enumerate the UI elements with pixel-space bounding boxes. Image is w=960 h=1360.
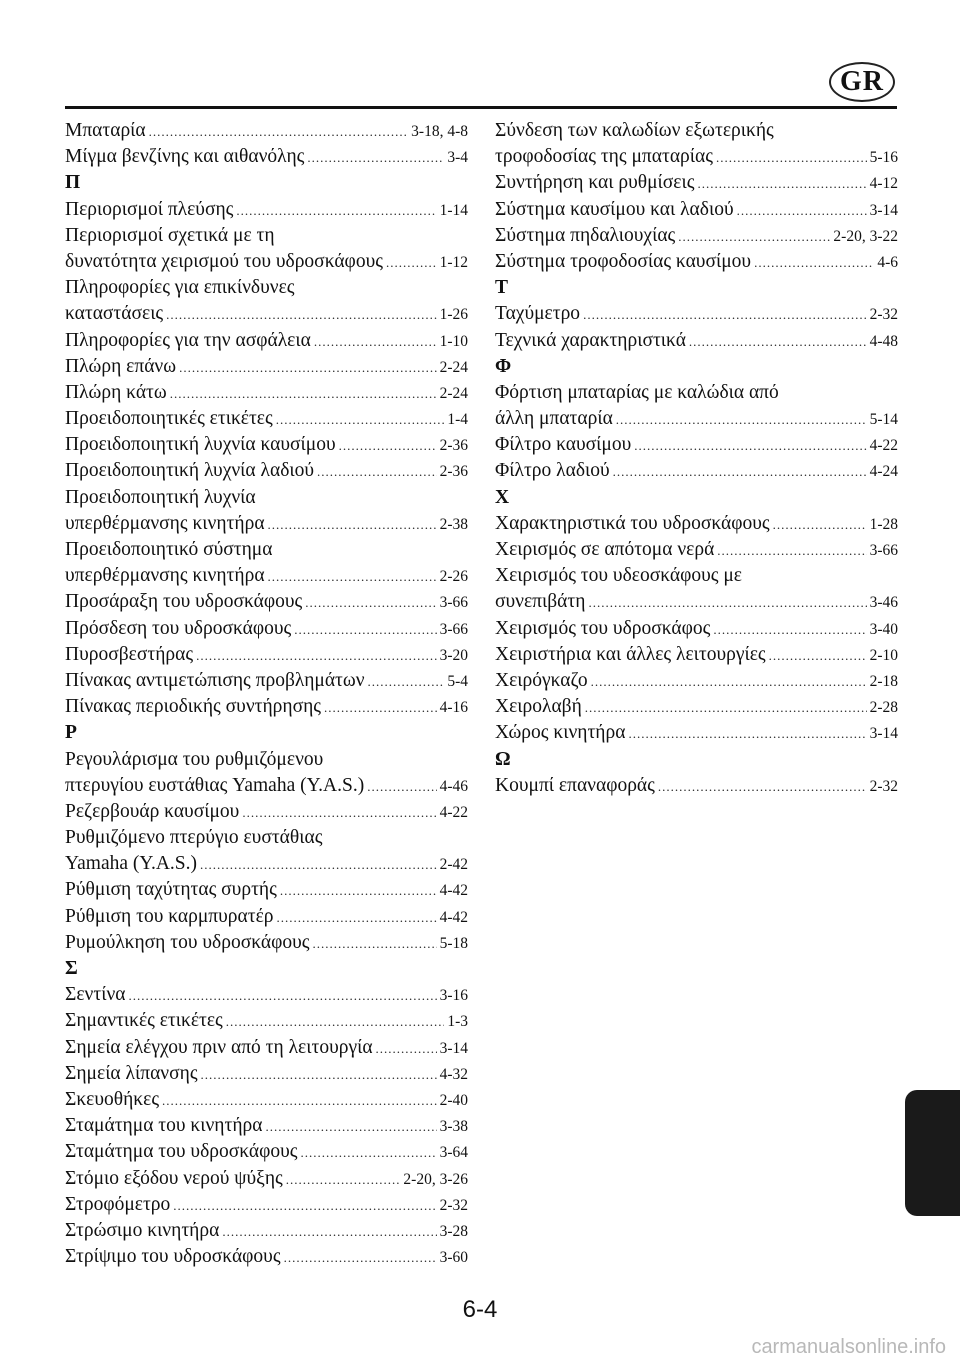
page-number: 6-4: [462, 1296, 498, 1323]
index-entry: [65, 1166, 468, 1192]
index-entry-text: Τεχνικά χαρακτηριστικά: [495, 329, 686, 351]
dot-leader: [317, 459, 437, 485]
index-entry-page: 5-16: [869, 149, 898, 167]
dot-leader: [717, 538, 866, 564]
index-letter: Ω: [495, 748, 511, 770]
index-entry: [65, 223, 468, 249]
index-entry-page: 2-42: [439, 856, 468, 874]
dot-leader: [324, 695, 437, 721]
index-entry-page: 5-14: [869, 411, 898, 429]
index-entry-text: Συντήρηση και ρυθμίσεις: [495, 172, 695, 194]
dot-leader: [616, 407, 867, 433]
dot-leader: [268, 512, 437, 538]
index-entry-page: 3-14: [869, 725, 898, 743]
index-entry: [65, 1244, 468, 1270]
dot-leader: [689, 329, 867, 355]
index-entry: [495, 328, 898, 354]
index-entry: [65, 249, 468, 275]
dot-leader: [242, 800, 436, 826]
index-entry-text: Χειρισμός σε απότομα νερά: [495, 539, 715, 560]
index-entry-text: Ρυμούλκηση του υδροσκάφους: [65, 931, 310, 953]
index-entry: [495, 249, 898, 275]
index-entry-text: Στόμιο εξόδου νερού ψύξης: [65, 1167, 283, 1189]
index-entry-page: 3-18, 4-8: [411, 123, 468, 140]
dot-leader: [226, 1009, 445, 1035]
index-entry-text: Στρώσιμο κινητήρα: [65, 1219, 220, 1241]
index-entry: [65, 799, 468, 825]
index-entry: [65, 432, 468, 458]
index-entry-page: 4-22: [869, 437, 898, 455]
index-entry-text: Χειριστήρια και άλλες λειτουργίες: [495, 643, 766, 665]
index-entry-text: Yamaha (Y.A.S.): [65, 853, 197, 875]
index-entry: [495, 197, 898, 223]
index-entry-page: 2-40: [439, 1091, 468, 1109]
index-letter: Φ: [495, 355, 512, 377]
dot-leader: [307, 145, 444, 171]
index-entry-page: 2-36: [439, 463, 468, 481]
index-entry-text: Προειδοποιητικές ετικέτες: [65, 408, 273, 430]
index-entry-page: 1-3: [447, 1013, 468, 1031]
index-entry-text: Χειρισμός του υδροσκάφος: [495, 617, 711, 639]
index-entry-text: Πίνακας αντιμετώπισης προβλημάτων: [65, 669, 365, 691]
index-letter-heading: [65, 170, 468, 196]
dot-leader: [769, 643, 867, 669]
watermark: carmanualsonline.info: [751, 1336, 946, 1358]
index-entry: [65, 275, 468, 301]
index-entry: [495, 642, 898, 668]
dot-leader: [236, 198, 436, 224]
index-entry-page: 3-40: [869, 620, 898, 638]
index-entry-page: 1-14: [439, 201, 468, 219]
index-entry: [65, 877, 468, 903]
dot-leader: [314, 329, 437, 355]
index-entry-page: 2-28: [869, 699, 898, 717]
index-entry-text: Ρύθμιση ταχύτητας συρτής: [65, 879, 277, 901]
index-entry: [65, 197, 468, 223]
index-entry-page: 3-20: [439, 646, 468, 664]
index-entry: [65, 589, 468, 615]
index-entry-text: Ρύθμιση του καρμπυρατέρ: [65, 905, 274, 927]
index-entry-page: 3-14: [869, 201, 898, 219]
index-entry-text: Σκευοθήκες: [65, 1088, 160, 1110]
index-entry: [65, 642, 468, 668]
index-entry-text: Πλώρη επάνω: [65, 355, 177, 377]
index-entry-page: 2-24: [439, 358, 468, 376]
index-entry-page: 2-24: [439, 384, 468, 402]
index-entry: [495, 720, 898, 746]
index-entry: [65, 616, 468, 642]
index-entry: [65, 118, 468, 144]
dot-leader: [376, 1036, 437, 1062]
index-entry-text: Σημαντικές ετικέτες: [65, 1010, 223, 1032]
dot-leader: [716, 145, 867, 171]
index-entry-page: 5-18: [439, 934, 468, 952]
chapter-tab: [905, 1090, 960, 1216]
index-entry-page: 4-16: [439, 699, 468, 717]
dot-leader: [166, 302, 436, 328]
index-entry-page: 3-66: [439, 594, 468, 612]
dot-leader: [697, 171, 866, 197]
index-letter-heading: [495, 485, 898, 511]
index-entry-text: άλλη μπαταρία: [495, 408, 613, 430]
index-entry-page: 2-20, 3-26: [403, 1170, 468, 1188]
index-entry: [65, 1139, 468, 1165]
index-entry-page: 3-4: [447, 149, 468, 167]
index-letter-heading: [495, 275, 898, 301]
index-entry-text: Πληροφορίες για την ασφάλεια: [65, 329, 311, 351]
index-entry-text: Χειρολαβή: [495, 696, 582, 718]
index-letter-heading: [495, 747, 898, 773]
index-entry-text: Πρόσδεση του υδροσκάφους: [65, 617, 292, 639]
dot-leader: [277, 905, 437, 931]
index-entry-text: Ρυθμιζόμενο πτερύγιο ευστάθιας: [65, 827, 323, 849]
index-letter: Π: [65, 172, 81, 194]
index-entry-page: 5-4: [447, 672, 468, 690]
index-entry-page: 4-24: [869, 463, 898, 481]
index-entry-page: 4-46: [439, 777, 468, 795]
dot-leader: [634, 433, 866, 459]
index-entry: [495, 616, 898, 642]
index-column-left: [65, 118, 468, 1270]
index-entry-text: Πυροσβεστήρας: [65, 643, 194, 665]
index-entry-text: Σύνδεση των καλωδίων εξωτερικής: [495, 120, 774, 141]
index-entry: [495, 563, 898, 589]
index-entry-page: 2-32: [439, 1196, 468, 1214]
index-entry-text: Στρίψιμο του υδροσκάφους: [65, 1246, 281, 1268]
dot-leader: [173, 1193, 436, 1219]
index-letter: Τ: [495, 277, 509, 299]
index-entry: [495, 380, 898, 406]
dot-leader: [678, 224, 830, 250]
index-entry-page: 2-32: [869, 306, 898, 324]
dot-leader: [170, 381, 437, 407]
index-entry-text: Προσάραξη του υδροσκάφους: [65, 591, 303, 613]
dot-leader: [367, 774, 436, 800]
index-entry-text: Προειδοποιητική λυχνία λαδιού: [65, 460, 315, 482]
index-entry: [495, 537, 898, 563]
index-entry-text: πτερυγίου ευστάθιας Yamaha (Y.A.S.): [65, 774, 365, 796]
index-entry: [495, 170, 898, 196]
index-entry-text: Ρεγουλάρισμα του ρυθμιζόμενου: [65, 748, 324, 770]
index-entry-page: 2-20, 3-22: [833, 227, 898, 245]
index-entry-text: Μίγμα βενζίνης και αιθανόλης: [65, 146, 305, 168]
index-letter-heading: [65, 720, 468, 746]
dot-leader: [773, 512, 867, 538]
index-entry-page: 4-42: [439, 882, 468, 900]
dot-leader: [196, 643, 437, 669]
index-entry-page: 2-32: [869, 777, 898, 795]
index-entry: [65, 1113, 468, 1139]
index-entry-text: Φόρτιση μπαταρίας με καλώδια από: [495, 381, 779, 403]
index-entry-text: Χαρακτηριστικά του υδροσκάφους: [495, 512, 770, 534]
dot-leader: [628, 721, 866, 747]
dot-leader: [613, 459, 867, 485]
index-entry-text: Ταχύμετρο: [495, 303, 581, 325]
index-entry: [65, 930, 468, 956]
index-entry: [65, 511, 468, 537]
index-entry-page: 1-12: [439, 253, 468, 271]
index-entry: [495, 406, 898, 432]
index-entry-text: Σύστημα πηδαλιουχίας: [495, 224, 676, 246]
dot-leader: [386, 250, 437, 276]
dot-leader: [591, 669, 867, 695]
index-entry: [65, 1087, 468, 1113]
index-entry-page: 2-38: [439, 515, 468, 533]
index-entry-page: 3-38: [439, 1118, 468, 1136]
index-entry-page: 2-10: [869, 646, 898, 664]
index-entry-page: 1-26: [439, 306, 468, 324]
index-column-right: [495, 118, 898, 799]
dot-leader: [305, 590, 436, 616]
index-entry-text: Περιορισμοί σχετικά με τη: [65, 224, 275, 246]
index-entry-page: 4-42: [439, 908, 468, 926]
dot-leader: [179, 355, 437, 381]
index-letter-heading: [65, 956, 468, 982]
index-entry-text: δυνατότητα χειρισμού του υδροσκάφους: [65, 250, 383, 272]
header-rule: [65, 106, 897, 109]
index-letter-heading: [495, 354, 898, 380]
index-entry: [495, 668, 898, 694]
dot-leader: [162, 1088, 437, 1114]
dot-leader: [268, 564, 437, 590]
dot-leader: [284, 1245, 437, 1271]
dot-leader: [754, 250, 874, 276]
index-entry-text: Περιορισμοί πλεύσης: [65, 198, 234, 220]
index-entry: [495, 694, 898, 720]
dot-leader: [658, 774, 867, 800]
index-entry: [495, 301, 898, 327]
index-entry: [65, 144, 468, 170]
index-entry-text: Πλώρη κάτω: [65, 381, 167, 403]
dot-leader: [339, 433, 437, 459]
index-entry-text: Σεντίνα: [65, 984, 126, 1006]
index-entry-text: Σύστημα τροφοδοσίας καυσίμου: [495, 250, 752, 272]
index-entry: [65, 982, 468, 1008]
index-entry-text: Σταμάτημα του κινητήρα: [65, 1115, 263, 1137]
index-entry-text: Σημεία ελέγχου πριν από τη λειτουργία: [65, 1036, 373, 1058]
index-entry-text: Πληροφορίες για επικίνδυνες: [65, 277, 295, 299]
index-entry-page: 3-14: [439, 1039, 468, 1057]
dot-leader: [312, 931, 436, 957]
index-entry-text: Σύστημα καυσίμου και λαδιού: [495, 198, 734, 220]
index-entry-text: Ρεζερβουάρ καυσίμου: [65, 800, 240, 822]
index-entry: [65, 904, 468, 930]
index-entry: [65, 563, 468, 589]
index-entry-page: 2-18: [869, 672, 898, 690]
index-entry: [65, 1035, 468, 1061]
dot-leader: [588, 590, 866, 616]
index-entry-page: 4-22: [439, 803, 468, 821]
dot-leader: [266, 1114, 437, 1140]
index-entry-text: Χειρισμός του υδεοσκάφους με: [495, 565, 742, 587]
index-entry: [65, 694, 468, 720]
index-entry: [65, 380, 468, 406]
index-entry: [65, 825, 468, 851]
index-entry-text: Κουμπί επαναφοράς: [495, 774, 655, 796]
index-entry-page: 1-10: [439, 332, 468, 350]
index-entry: [65, 354, 468, 380]
dot-leader: [368, 669, 445, 695]
index-entry-text: υπερθέρμανσης κινητήρα: [65, 565, 265, 587]
index-entry: [65, 537, 468, 563]
index-letter: Σ: [65, 958, 78, 979]
dot-leader: [294, 617, 436, 643]
index-entry: [495, 144, 898, 170]
dot-leader: [585, 695, 867, 721]
index-entry: [495, 773, 898, 799]
index-entry-text: Σταμάτημα του υδροσκάφους: [65, 1141, 298, 1163]
index-entry: [65, 1218, 468, 1244]
index-entry-text: Μπαταρία: [65, 120, 146, 141]
dot-leader: [713, 617, 866, 643]
index-entry: [65, 1008, 468, 1034]
index-entry: [65, 747, 468, 773]
index-entry: [495, 118, 898, 144]
index-entry-text: Σημεία λίπανσης: [65, 1062, 198, 1084]
index-entry: [495, 589, 898, 615]
index-entry: [495, 511, 898, 537]
index-entry-page: 2-36: [439, 437, 468, 455]
index-entry-page: 3-16: [439, 987, 468, 1005]
dot-leader: [276, 407, 445, 433]
index-entry-text: Πίνακας περιοδικής συντήρησης: [65, 696, 322, 718]
index-entry-page: 1-28: [869, 515, 898, 533]
index-entry: [65, 328, 468, 354]
index-entry-page: 1-4: [447, 411, 468, 429]
index-entry-text: Προειδοποιητική λυχνία καυσίμου: [65, 434, 336, 456]
dot-leader: [128, 983, 436, 1009]
index-entry-text: υπερθέρμανσης κινητήρα: [65, 512, 265, 534]
index-entry-text: Χώρος κινητήρα: [495, 722, 626, 744]
dot-leader: [149, 119, 409, 145]
index-entry-page: 4-12: [869, 175, 898, 193]
index-entry-text: Στροφόμετρο: [65, 1193, 171, 1215]
index-entry: [65, 1061, 468, 1087]
dot-leader: [201, 1062, 437, 1088]
index-entry: [495, 223, 898, 249]
dot-leader: [737, 198, 867, 224]
index-entry-text: Προειδοποιητικό σύστημα: [65, 539, 273, 560]
dot-leader: [222, 1219, 436, 1245]
index-entry-text: Χειρόγκαζο: [495, 669, 588, 691]
index-entry: [495, 432, 898, 458]
index-entry-text: Φίλτρο καυσίμου: [495, 434, 632, 456]
dot-leader: [301, 1140, 437, 1166]
index-entry: [65, 668, 468, 694]
index-entry-page: 3-66: [869, 542, 898, 559]
index-entry-text: συνεπιβάτη: [495, 591, 586, 613]
index-entry-text: καταστάσεις: [65, 303, 164, 325]
index-entry: [65, 458, 468, 484]
index-entry-text: τροφοδοσίας της μπαταρίας: [495, 146, 713, 168]
dot-leader: [286, 1167, 401, 1193]
index-letter: Ρ: [65, 722, 77, 744]
dot-leader: [200, 852, 437, 878]
index-entry: [65, 406, 468, 432]
index-entry-page: 3-28: [439, 1222, 468, 1240]
index-entry-text: Φίλτρο λαδιού: [495, 460, 610, 482]
index-entry-page: 4-32: [439, 1065, 468, 1083]
index-entry-page: 3-60: [439, 1249, 468, 1267]
index-entry-page: 2-26: [439, 568, 468, 586]
index-letter: Χ: [495, 486, 510, 508]
index-entry: [495, 458, 898, 484]
index-entry-page: 3-64: [439, 1144, 468, 1162]
index-entry-page: 4-48: [869, 332, 898, 350]
dot-leader: [280, 878, 437, 904]
index-entry: [65, 485, 468, 511]
index-entry: [65, 851, 468, 877]
index-entry: [65, 1192, 468, 1218]
index-entry: [65, 301, 468, 327]
index-entry-text: Προειδοποιητική λυχνία: [65, 486, 256, 508]
index-entry-page: 3-46: [869, 594, 898, 612]
language-badge: GR: [829, 62, 895, 102]
index-entry-page: 3-66: [439, 620, 468, 638]
index-entry: [65, 773, 468, 799]
index-entry-page: 4-6: [877, 253, 898, 271]
dot-leader: [583, 302, 867, 328]
